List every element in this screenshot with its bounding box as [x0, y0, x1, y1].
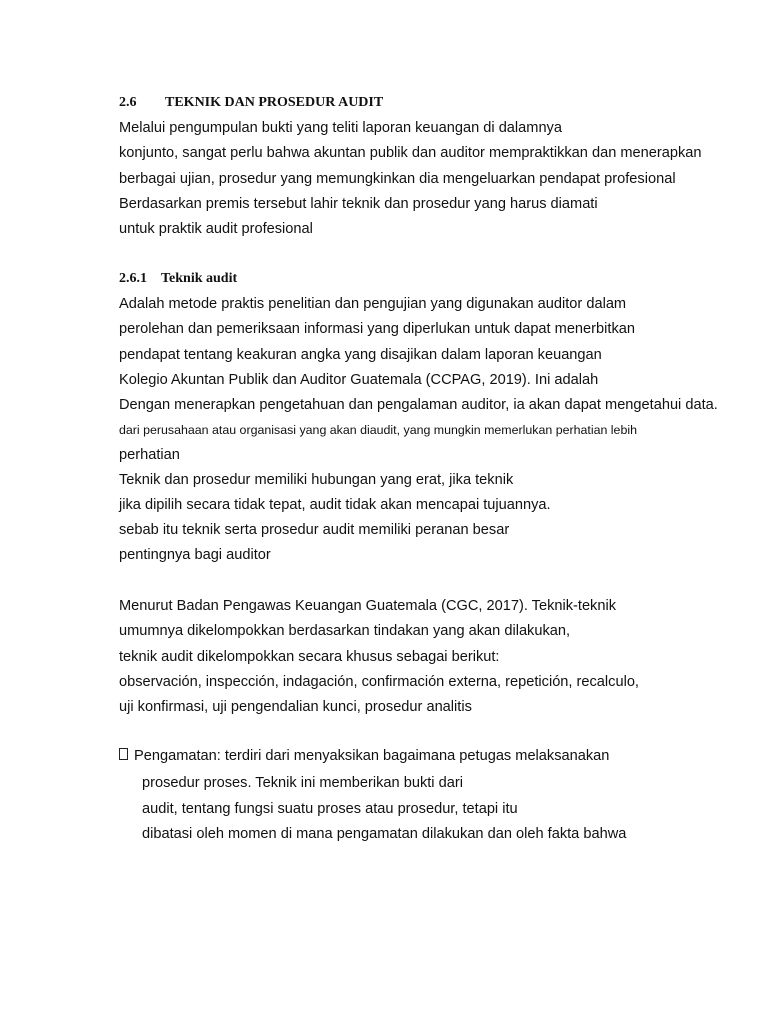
paragraph-line: konjunto, sangat perlu bahwa akuntan publik dan auditor mempraktikkan dan menerapkan [119, 145, 702, 161]
paragraph-line: Teknik dan prosedur memiliki hubungan yang erat, jika teknik [119, 472, 514, 488]
paragraph-line: Melalui pengumpulan bukti yang teliti laporan keuangan di dalamnya [119, 120, 562, 136]
paragraph-line: Kolegio Akuntan Publik dan Auditor Guatemala (CCPAG, 2019). Ini adalah [119, 372, 599, 388]
paragraph-line: Dengan menerapkan pengetahuan dan pengalaman auditor, ia akan dapat mengetahui data. [119, 397, 718, 413]
paragraph-line: Adalah metode praktis penelitian dan pengujian yang digunakan auditor dalam [119, 296, 627, 312]
bullet-item-line: audit, tentang fungsi suatu proses atau prosedur, tetapi itu [142, 801, 518, 817]
paragraph-line: perolehan dan pemeriksaan informasi yang diperlukan untuk dapat menerbitkan [119, 321, 635, 337]
section-number: 2.6.1 [119, 271, 147, 286]
bullet-item-line: dibatasi oleh momen di mana pengamatan dilakukan dan oleh fakta bahwa [142, 826, 627, 842]
section-title: TEKNIK DAN PROSEDUR AUDIT [165, 95, 384, 110]
section-number: 2.6 [119, 95, 137, 110]
bullet-item-first-line: Pengamatan: terdiri dari menyaksikan bagaimana petugas melaksanakan [134, 748, 610, 764]
paragraph-line: teknik audit dikelompokkan secara khusus sebagai berikut: [119, 649, 500, 665]
paragraph-line: Berdasarkan premis tersebut lahir teknik dan prosedur yang harus diamati [119, 196, 598, 212]
paragraph-line: observación, inspección, indagación, confirmación externa, repetición, recalculo, [119, 674, 639, 690]
section-title: Teknik audit [161, 271, 238, 286]
paragraph-line: pendapat tentang keakuran angka yang disajikan dalam laporan keuangan [119, 347, 602, 363]
paragraph-line: jika dipilih secara tidak tepat, audit tidak akan mencapai tujuannya. [119, 497, 551, 513]
bullet-item-line: prosedur proses. Teknik ini memberikan bukti dari [142, 775, 463, 791]
paragraph-line: sebab itu teknik serta prosedur audit memiliki peranan besar [119, 522, 510, 538]
paragraph-line: perhatian [119, 447, 180, 463]
paragraph-line: untuk praktik audit profesional [119, 221, 313, 237]
paragraph-line: berbagai ujian, prosedur yang memungkinkan dia mengeluarkan pendapat profesional [119, 171, 676, 187]
paragraph-line: dari perusahaan atau organisasi yang akan diaudit, yang mungkin memerlukan perhatian lebih [119, 423, 637, 437]
paragraph-line: uji konfirmasi, uji pengendalian kunci, prosedur analitis [119, 699, 472, 715]
paragraph-line: pentingnya bagi auditor [119, 547, 271, 563]
paragraph-line: Menurut Badan Pengawas Keuangan Guatemala (CGC, 2017). Teknik-teknik [119, 598, 617, 614]
paragraph-line: umumnya dikelompokkan berdasarkan tindakan yang akan dilakukan, [119, 623, 571, 639]
bullet-box-icon [119, 748, 128, 760]
section-heading-2-6 [119, 94, 383, 112]
section-heading-2-6-1 [119, 270, 237, 288]
